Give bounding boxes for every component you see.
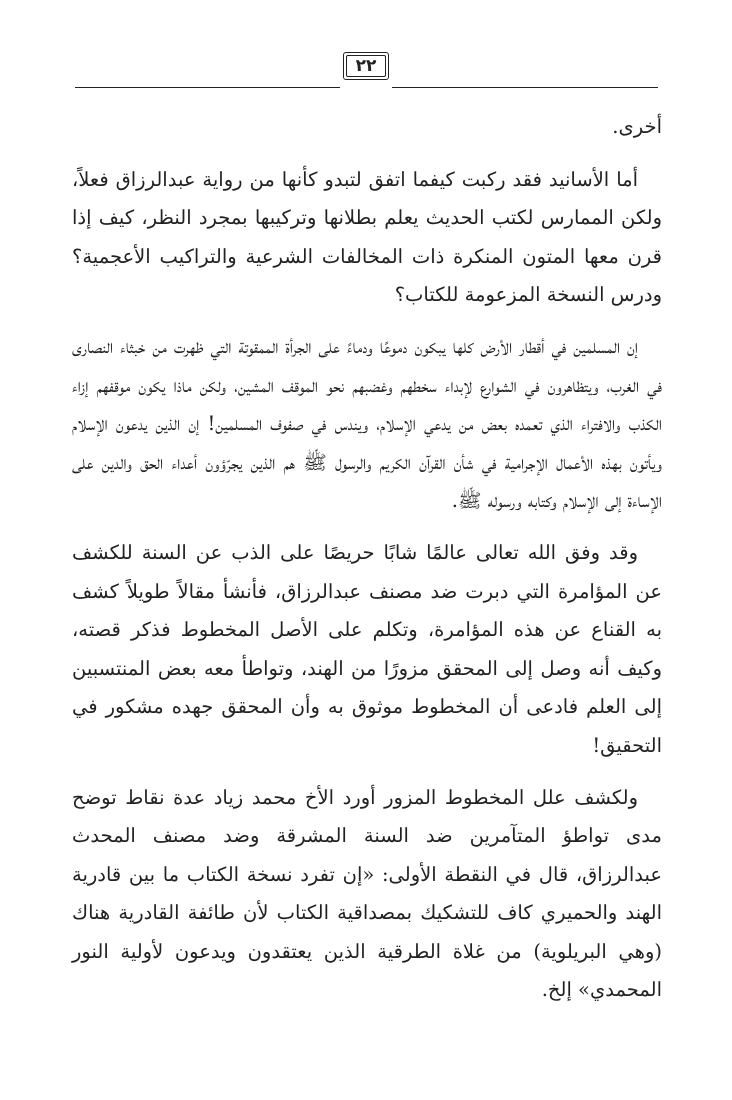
paragraph-scholar: وقد وفق الله تعالى عالمًا شابًا حريصًا على الذب عن السنة للكشف عن المؤامرة التي دبرت ضد مصنف عبدالرزاق، فأنشأ مقالاً طويلاً كشف به القناع عن هذه المؤامرة، وتكلم على الأصل المخطوط فذكر قصته، وكيف أنه وصل إلى المحقق مزورًا من الهند، وتواطأ معه بعض المنتسبين إلى العلم فادعى أن المخطوط موثوق به وأن المحقق جهده مشكور في التحقيق! <box>72 540 662 757</box>
page-body <box>72 108 662 1010</box>
paragraph-asanid: أما الأسانيد فقد ركبت كيفما اتفق لتبدو كأنها من رواية عبدالرزاق فعلاً، ولكن الممارس لكتب الحديث يعلم بطلانها وتركيبها بمجرد النظر، كيف إذا قرن معها المتون المنكرة ذات المخالفات الشرعية والتراكيب الأعجمية؟ ودرس النسخة المزعومة للكتاب؟ <box>72 167 662 307</box>
page-number-frame <box>343 52 389 80</box>
paragraph-muslims: إن المسلمين في أقطار الأرض كلها يبكون دموعًا ودماءً على الجرأة الممقوتة التي ظهرت من خبثاء النصارى في الغرب، ويتظاهرون في الشوارع لإبداء سخطهم وغضبهم نحو الموقف المشين، ولكن ماذا يكون موقفهم إزاء الكذب والافتراء الذي تعمده بعض من يدعي الإسلام، ويندس في صفوف المسلمين! إن الذين يدعون الإسلام ويأتون بهذه الأعمال الإجرامية في شأن القرآن الكريم والرسول ﷺ هم الذين يجرّؤون أعداء الحق والدين على الإساءة إلى الإسلام وكتابه ورسوله ﷺ. <box>72 334 662 513</box>
page-header <box>0 50 732 90</box>
paragraph-manuscript: ولكشف علل المخطوط المزور أورد الأخ محمد زياد عدة نقاط توضح مدى تواطؤ المتآمرين ضد السنة المشرقة وضد مصنف المحدث عبدالرزاق، قال في النقطة الأولى: «إن تفرد نسخة الكتاب ما بين قادرية الهند والحميري كاف للتشكيك بمصداقية الكتاب لأن طائفة القادرية هناك (وهي البريلوية) من غلاة الطرقية الذين يعتقدون ويدعون لأولية النور المحمدي» إلخ. <box>72 785 662 1002</box>
header-rule-left <box>75 87 340 88</box>
header-rule-right <box>392 87 658 88</box>
page-number: ٢٢ <box>355 55 377 76</box>
paragraph-continuation: أخرى. <box>612 115 662 138</box>
